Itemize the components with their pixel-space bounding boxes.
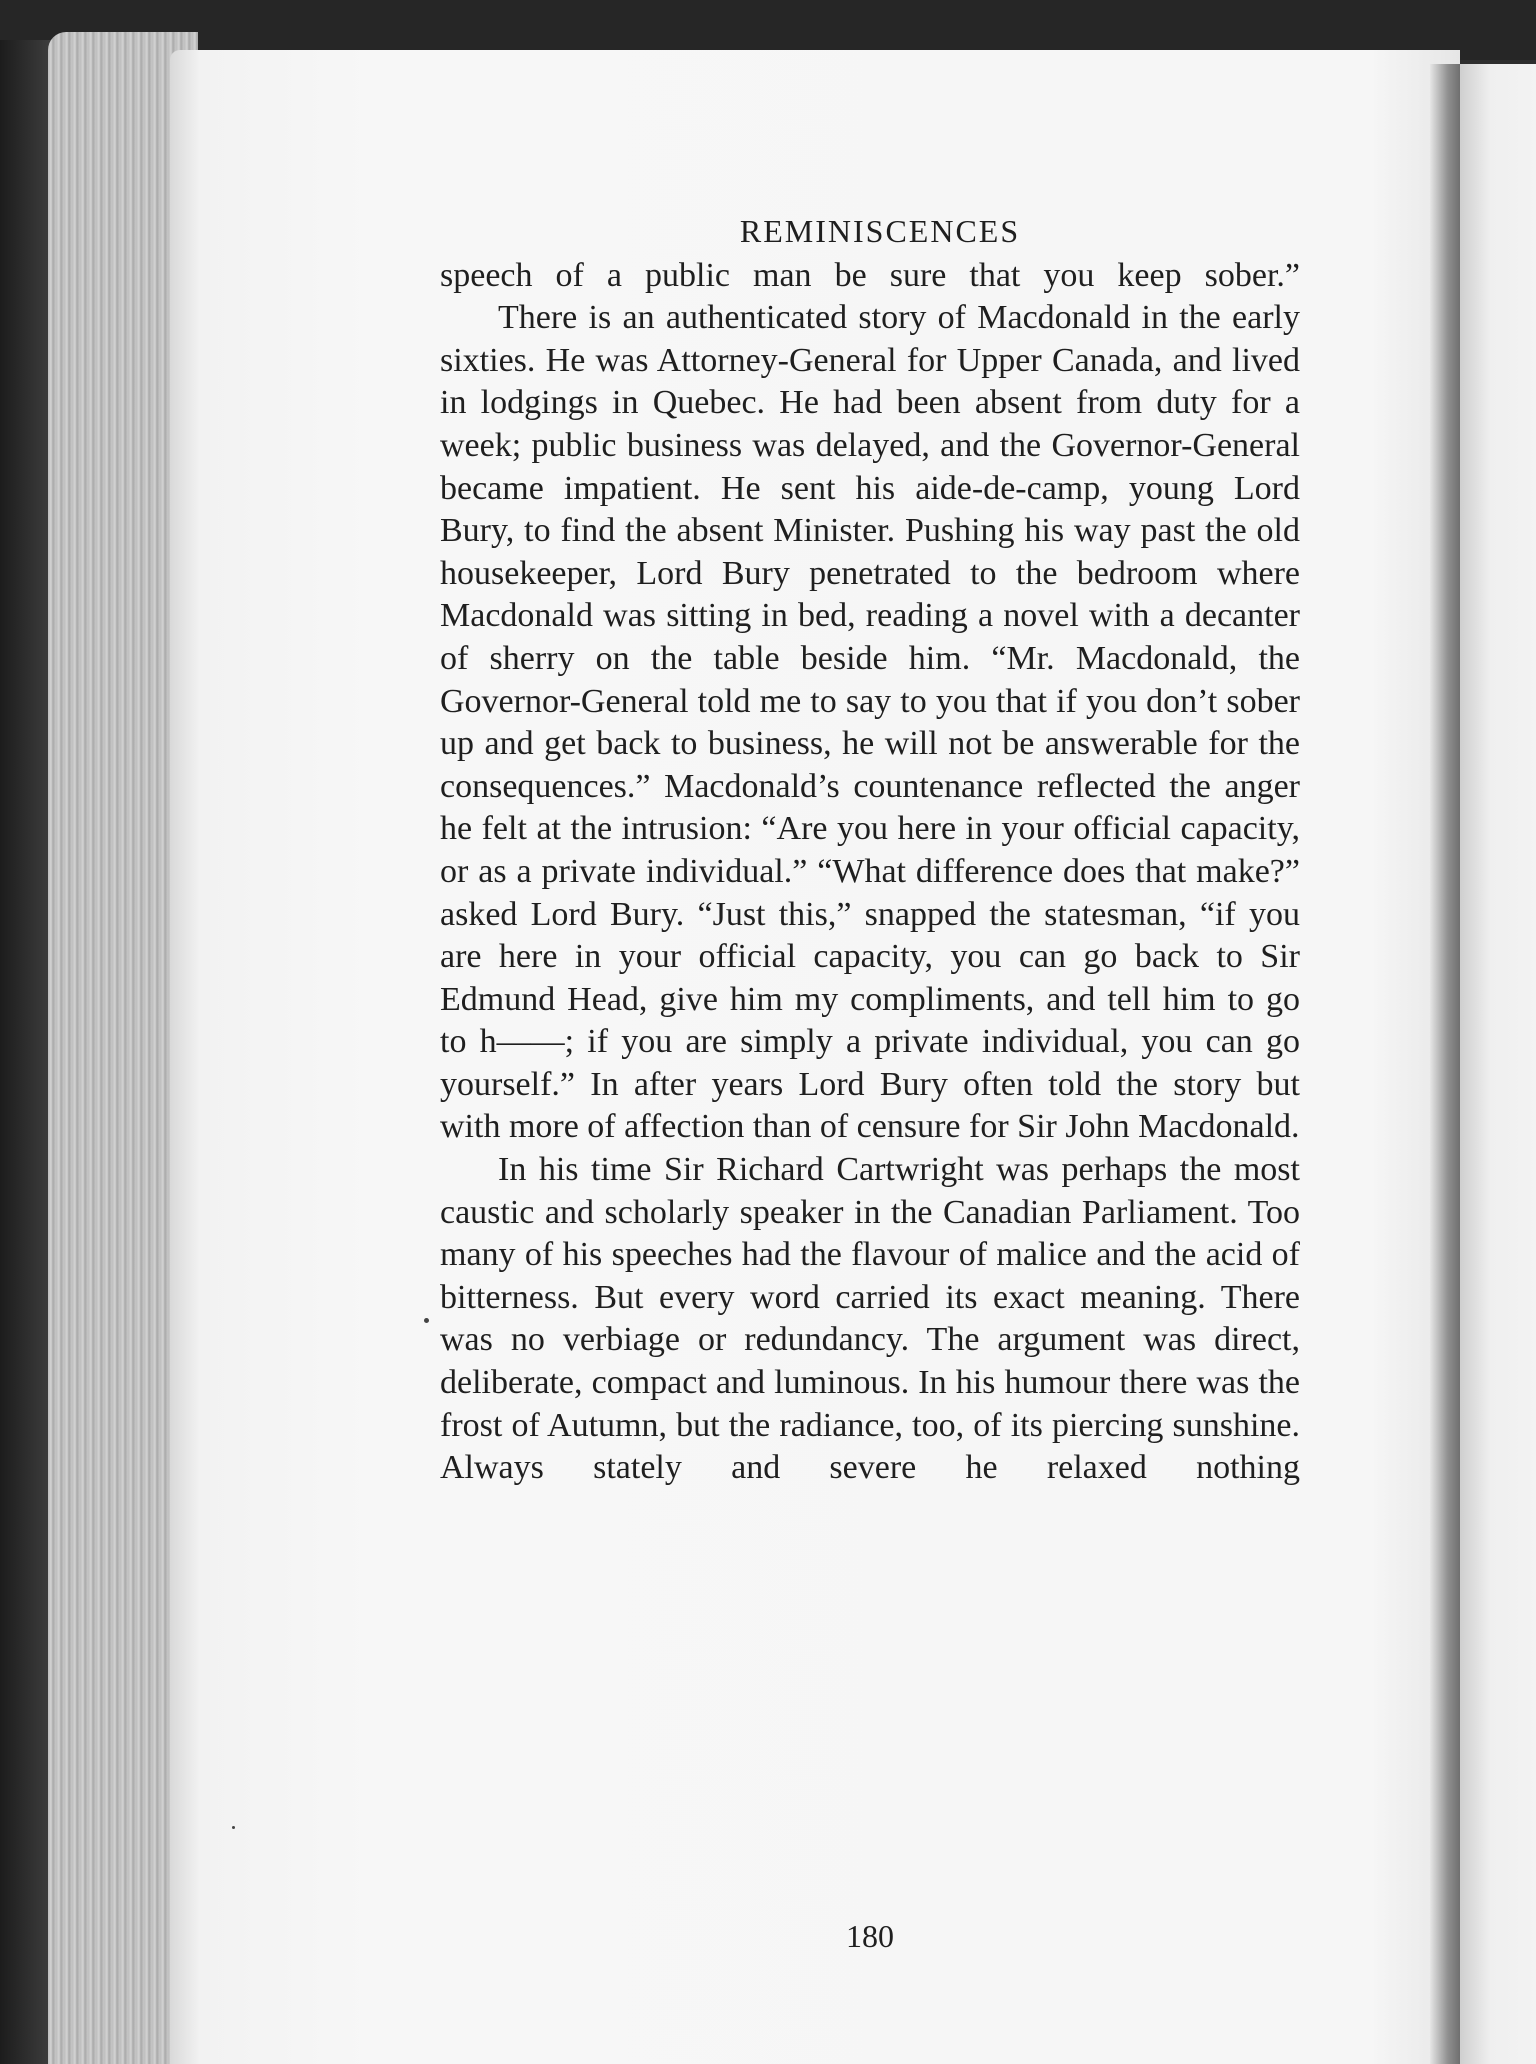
facing-page-edge [1460,64,1536,2064]
paragraph: In his time Sir Richard Cartwright was perhaps the most caustic and scholarly speaker in the Canadian Parliament. Too many of his speeches had the flavour of malice and the acid of bitterness. But every word carried its exact meaning. There was no verbiage or redundancy. The argument was direct, deliberate, compact and luminous. In his humour there was the frost of Autumn, but the radiance, too, of its piercing sunshine. Always stately and severe he relaxed nothing [440,1151,1300,1487]
paragraph: speech of a public man be sure that you keep sober.” [440,256,1300,294]
dust-speck [424,1318,429,1323]
dust-speck [232,1826,235,1829]
paragraph: There is an authenticated story of Macdonald in the early sixties. He was Attorney-General for Upper Canada, and lived in lodgings in Quebec. He had been absent from duty for a week; public business was delayed, and the Governor-General became impatient. He sent his aide-de-camp, young Lord Bury, to find the absent Minister. Pushing his way past the old housekeeper, Lord Bury penetrated to the bedroom where Macdonald was sitting in bed, reading a novel with a decanter of sherry on the table beside him. “Mr. Macdonald, the Governor-General told me to say to you that if you don’t sober up and get back to business, he will not be answerable for the consequences.” Macdonald’s countenance reflected the anger he felt at the intrusion: “Are you here in your official capacity, or as a private individual.” “What difference does that make?” asked Lord Bury. “Just this,” snapped the statesman, “if you are here in your official capacity, you can go back to Sir Edmund Head, give him my compliments, and tell him to go to h——; if you are simply a private individual, you can go yourself.” In after years Lord Bury often told the story but with more of affection than of censure for Sir John Macdonald. [440,299,1300,1146]
running-head: REMINISCENCES [739,213,1021,249]
book-gutter [1430,64,1460,2064]
page-number: 180 [846,1918,894,1954]
text-block [440,210,1300,1954]
